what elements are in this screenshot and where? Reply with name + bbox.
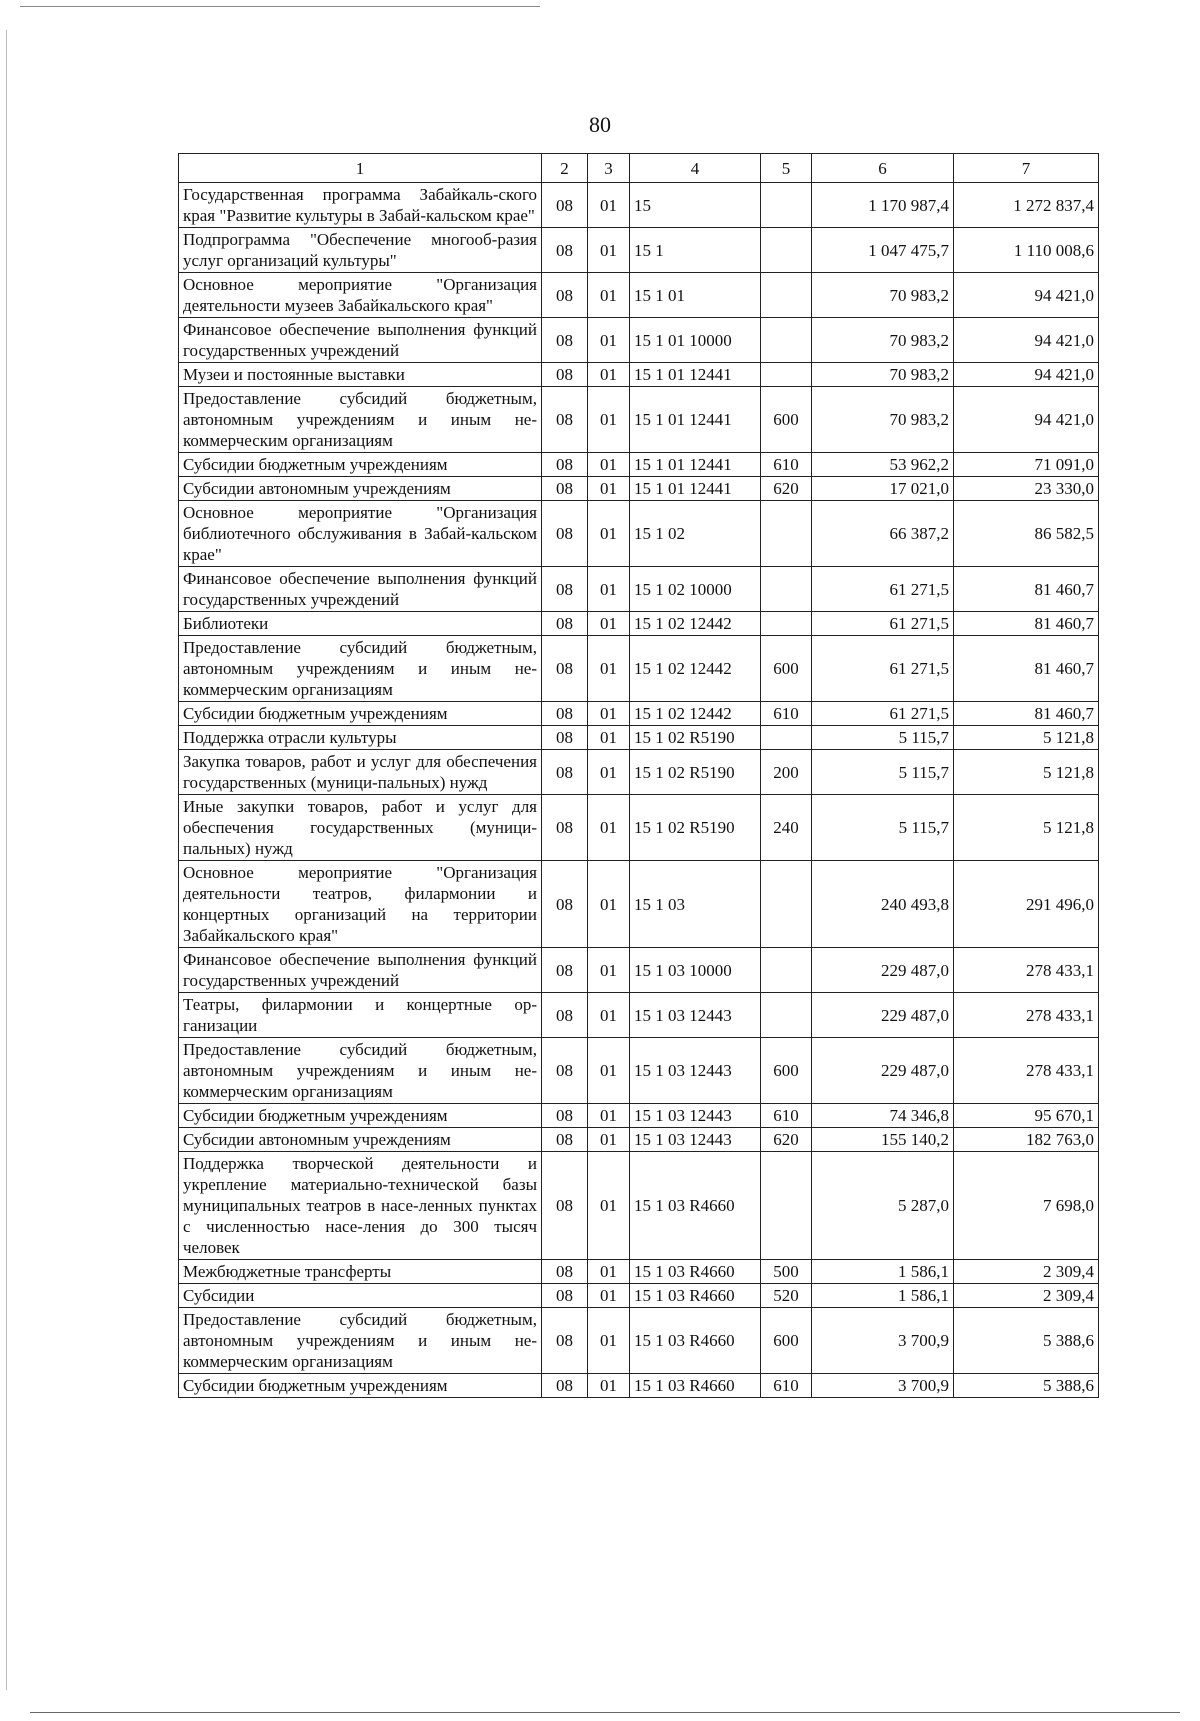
amount-year2-cell: 23 330,0 — [954, 477, 1099, 501]
expense-type-cell — [761, 726, 812, 750]
subsection-code-cell: 01 — [588, 702, 630, 726]
item-name-cell: Государственная программа Забайкаль-ского края "Развитие культуры в Забай-кальском крае" — [179, 183, 542, 228]
table-row — [179, 1284, 1099, 1308]
section-code-cell: 08 — [542, 1374, 588, 1398]
subsection-code-cell: 01 — [588, 501, 630, 567]
section-code-cell: 08 — [542, 363, 588, 387]
section-code-cell: 08 — [542, 636, 588, 702]
expense-type-cell — [761, 861, 812, 948]
amount-year1-cell: 17 021,0 — [812, 477, 954, 501]
amount-year1-cell: 229 487,0 — [812, 993, 954, 1038]
table-row — [179, 387, 1099, 453]
section-code-cell: 08 — [542, 702, 588, 726]
target-article-cell: 15 1 03 R4660 — [630, 1284, 761, 1308]
amount-year2-cell: 5 388,6 — [954, 1308, 1099, 1374]
subsection-code-cell: 01 — [588, 795, 630, 861]
table-row — [179, 702, 1099, 726]
table-row — [179, 993, 1099, 1038]
amount-year1-cell: 5 287,0 — [812, 1152, 954, 1260]
table-row — [179, 501, 1099, 567]
item-name-cell: Финансовое обеспечение выполнения функций государственных учреждений — [179, 318, 542, 363]
section-code-cell: 08 — [542, 948, 588, 993]
amount-year2-cell: 7 698,0 — [954, 1152, 1099, 1260]
target-article-cell: 15 1 02 10000 — [630, 567, 761, 612]
section-code-cell: 08 — [542, 453, 588, 477]
expense-type-cell — [761, 993, 812, 1038]
amount-year1-cell: 3 700,9 — [812, 1374, 954, 1398]
section-code-cell: 08 — [542, 228, 588, 273]
expense-type-cell — [761, 567, 812, 612]
amount-year2-cell: 278 433,1 — [954, 993, 1099, 1038]
amount-year1-cell: 1 586,1 — [812, 1260, 954, 1284]
subsection-code-cell: 01 — [588, 453, 630, 477]
subsection-code-cell: 01 — [588, 612, 630, 636]
amount-year1-cell: 66 387,2 — [812, 501, 954, 567]
item-name-cell: Субсидии автономным учреждениям — [179, 1128, 542, 1152]
amount-year2-cell: 278 433,1 — [954, 1038, 1099, 1104]
subsection-code-cell: 01 — [588, 750, 630, 795]
expense-type-cell: 610 — [761, 702, 812, 726]
amount-year2-cell: 81 460,7 — [954, 567, 1099, 612]
target-article-cell: 15 1 01 12441 — [630, 453, 761, 477]
amount-year2-cell: 81 460,7 — [954, 636, 1099, 702]
section-code-cell: 08 — [542, 1260, 588, 1284]
section-code-cell: 08 — [542, 183, 588, 228]
section-code-cell: 08 — [542, 273, 588, 318]
amount-year1-cell: 74 346,8 — [812, 1104, 954, 1128]
amount-year1-cell: 1 170 987,4 — [812, 183, 954, 228]
table-row — [179, 318, 1099, 363]
item-name-cell: Субсидии бюджетным учреждениям — [179, 702, 542, 726]
target-article-cell: 15 1 03 R4660 — [630, 1152, 761, 1260]
expense-type-cell — [761, 1152, 812, 1260]
expense-type-cell: 240 — [761, 795, 812, 861]
target-article-cell: 15 1 01 12441 — [630, 387, 761, 453]
expense-type-cell: 620 — [761, 1128, 812, 1152]
amount-year2-cell: 94 421,0 — [954, 387, 1099, 453]
amount-year1-cell: 5 115,7 — [812, 795, 954, 861]
subsection-code-cell: 01 — [588, 318, 630, 363]
expense-type-cell: 600 — [761, 387, 812, 453]
table-row — [179, 861, 1099, 948]
subsection-code-cell: 01 — [588, 861, 630, 948]
amount-year2-cell: 81 460,7 — [954, 612, 1099, 636]
item-name-cell: Субсидии — [179, 1284, 542, 1308]
scan-edge-line — [20, 6, 540, 7]
subsection-code-cell: 01 — [588, 1104, 630, 1128]
table-row — [179, 477, 1099, 501]
subsection-code-cell: 01 — [588, 948, 630, 993]
item-name-cell: Субсидии бюджетным учреждениям — [179, 1374, 542, 1398]
expense-type-cell — [761, 363, 812, 387]
item-name-cell: Основное мероприятие "Организация библиотечного обслуживания в Забай-кальском крае" — [179, 501, 542, 567]
item-name-cell: Библиотеки — [179, 612, 542, 636]
amount-year1-cell: 229 487,0 — [812, 1038, 954, 1104]
section-code-cell: 08 — [542, 387, 588, 453]
amount-year1-cell: 240 493,8 — [812, 861, 954, 948]
item-name-cell: Предоставление субсидий бюджетным, автономным учреждениям и иным не-коммерческим организациям — [179, 1038, 542, 1104]
item-name-cell: Предоставление субсидий бюджетным, автономным учреждениям и иным не-коммерческим организациям — [179, 1308, 542, 1374]
table-row — [179, 1104, 1099, 1128]
subsection-code-cell: 01 — [588, 1284, 630, 1308]
amount-year2-cell: 278 433,1 — [954, 948, 1099, 993]
target-article-cell: 15 1 03 — [630, 861, 761, 948]
section-code-cell: 08 — [542, 1152, 588, 1260]
amount-year2-cell: 94 421,0 — [954, 318, 1099, 363]
target-article-cell: 15 1 02 12442 — [630, 612, 761, 636]
amount-year2-cell: 182 763,0 — [954, 1128, 1099, 1152]
expense-type-cell: 600 — [761, 1038, 812, 1104]
amount-year2-cell: 5 121,8 — [954, 795, 1099, 861]
subsection-code-cell: 01 — [588, 1038, 630, 1104]
table-row — [179, 948, 1099, 993]
section-code-cell: 08 — [542, 861, 588, 948]
item-name-cell: Основное мероприятие "Организация деятельности музеев Забайкальского края" — [179, 273, 542, 318]
amount-year2-cell: 5 121,8 — [954, 726, 1099, 750]
scan-edge-line — [30, 1712, 1180, 1713]
expense-type-cell: 610 — [761, 1104, 812, 1128]
target-article-cell: 15 — [630, 183, 761, 228]
subsection-code-cell: 01 — [588, 228, 630, 273]
amount-year2-cell: 1 110 008,6 — [954, 228, 1099, 273]
amount-year1-cell: 1 047 475,7 — [812, 228, 954, 273]
subsection-code-cell: 01 — [588, 1152, 630, 1260]
amount-year1-cell: 5 115,7 — [812, 726, 954, 750]
amount-year1-cell: 5 115,7 — [812, 750, 954, 795]
target-article-cell: 15 1 — [630, 228, 761, 273]
section-code-cell: 08 — [542, 612, 588, 636]
page-number: 80 — [589, 112, 611, 137]
target-article-cell: 15 1 01 — [630, 273, 761, 318]
table-body — [179, 183, 1099, 1398]
subsection-code-cell: 01 — [588, 183, 630, 228]
table-row — [179, 363, 1099, 387]
amount-year2-cell: 86 582,5 — [954, 501, 1099, 567]
scan-edge-line — [6, 30, 7, 1690]
target-article-cell: 15 1 02 12442 — [630, 636, 761, 702]
section-code-cell: 08 — [542, 1038, 588, 1104]
amount-year2-cell: 95 670,1 — [954, 1104, 1099, 1128]
section-code-cell: 08 — [542, 726, 588, 750]
amount-year2-cell: 71 091,0 — [954, 453, 1099, 477]
item-name-cell: Иные закупки товаров, работ и услуг для обеспечения государственных (муници-пальных) нужд — [179, 795, 542, 861]
item-name-cell: Субсидии бюджетным учреждениям — [179, 453, 542, 477]
expense-type-cell — [761, 228, 812, 273]
amount-year2-cell: 1 272 837,4 — [954, 183, 1099, 228]
expense-type-cell — [761, 612, 812, 636]
column-header: 5 — [761, 154, 812, 183]
expense-type-cell — [761, 273, 812, 318]
amount-year1-cell: 70 983,2 — [812, 387, 954, 453]
section-code-cell: 08 — [542, 477, 588, 501]
table-row — [179, 1374, 1099, 1398]
target-article-cell: 15 1 01 12441 — [630, 363, 761, 387]
target-article-cell: 15 1 03 10000 — [630, 948, 761, 993]
expense-type-cell: 200 — [761, 750, 812, 795]
amount-year1-cell: 70 983,2 — [812, 318, 954, 363]
target-article-cell: 15 1 01 10000 — [630, 318, 761, 363]
item-name-cell: Предоставление субсидий бюджетным, автономным учреждениям и иным не-коммерческим организациям — [179, 387, 542, 453]
table-row — [179, 567, 1099, 612]
amount-year1-cell: 155 140,2 — [812, 1128, 954, 1152]
subsection-code-cell: 01 — [588, 363, 630, 387]
item-name-cell: Субсидии бюджетным учреждениям — [179, 1104, 542, 1128]
amount-year1-cell: 61 271,5 — [812, 567, 954, 612]
amount-year2-cell: 291 496,0 — [954, 861, 1099, 948]
amount-year2-cell: 94 421,0 — [954, 273, 1099, 318]
table-row — [179, 795, 1099, 861]
target-article-cell: 15 1 03 12443 — [630, 1128, 761, 1152]
table-row — [179, 1038, 1099, 1104]
item-name-cell: Закупка товаров, работ и услуг для обеспечения государственных (муници-пальных) нужд — [179, 750, 542, 795]
expense-type-cell: 500 — [761, 1260, 812, 1284]
amount-year1-cell: 70 983,2 — [812, 273, 954, 318]
expense-type-cell — [761, 948, 812, 993]
amount-year2-cell: 2 309,4 — [954, 1284, 1099, 1308]
table-row — [179, 1128, 1099, 1152]
item-name-cell: Театры, филармонии и концертные ор-ганизации — [179, 993, 542, 1038]
expense-type-cell — [761, 318, 812, 363]
amount-year2-cell: 81 460,7 — [954, 702, 1099, 726]
column-header: 4 — [630, 154, 761, 183]
table-row — [179, 612, 1099, 636]
subsection-code-cell: 01 — [588, 567, 630, 612]
amount-year2-cell: 2 309,4 — [954, 1260, 1099, 1284]
column-header: 7 — [954, 154, 1099, 183]
subsection-code-cell: 01 — [588, 726, 630, 750]
target-article-cell: 15 1 03 12443 — [630, 993, 761, 1038]
target-article-cell: 15 1 02 12442 — [630, 702, 761, 726]
subsection-code-cell: 01 — [588, 1260, 630, 1284]
table-row — [179, 1152, 1099, 1260]
subsection-code-cell: 01 — [588, 1374, 630, 1398]
table-row — [179, 183, 1099, 228]
amount-year2-cell: 5 388,6 — [954, 1374, 1099, 1398]
subsection-code-cell: 01 — [588, 1128, 630, 1152]
table-row — [179, 1260, 1099, 1284]
target-article-cell: 15 1 02 R5190 — [630, 795, 761, 861]
target-article-cell: 15 1 03 12443 — [630, 1038, 761, 1104]
expense-type-cell: 520 — [761, 1284, 812, 1308]
amount-year2-cell: 94 421,0 — [954, 363, 1099, 387]
item-name-cell: Музеи и постоянные выставки — [179, 363, 542, 387]
item-name-cell: Подпрограмма "Обеспечение многооб-разия услуг организаций культуры" — [179, 228, 542, 273]
section-code-cell: 08 — [542, 795, 588, 861]
expense-type-cell — [761, 183, 812, 228]
expense-type-cell: 610 — [761, 1374, 812, 1398]
subsection-code-cell: 01 — [588, 1308, 630, 1374]
table-row — [179, 726, 1099, 750]
table-row — [179, 750, 1099, 795]
amount-year1-cell: 70 983,2 — [812, 363, 954, 387]
column-header: 1 — [179, 154, 542, 183]
target-article-cell: 15 1 03 R4660 — [630, 1374, 761, 1398]
item-name-cell: Основное мероприятие "Организация деятельности театров, филармонии и концертных организаций на территории Забайкальского края" — [179, 861, 542, 948]
target-article-cell: 15 1 03 12443 — [630, 1104, 761, 1128]
amount-year1-cell: 53 962,2 — [812, 453, 954, 477]
item-name-cell: Субсидии автономным учреждениям — [179, 477, 542, 501]
target-article-cell: 15 1 02 R5190 — [630, 726, 761, 750]
target-article-cell: 15 1 01 12441 — [630, 477, 761, 501]
section-code-cell: 08 — [542, 750, 588, 795]
target-article-cell: 15 1 03 R4660 — [630, 1308, 761, 1374]
subsection-code-cell: 01 — [588, 636, 630, 702]
table-row — [179, 228, 1099, 273]
subsection-code-cell: 01 — [588, 477, 630, 501]
section-code-cell: 08 — [542, 1308, 588, 1374]
item-name-cell: Поддержка отрасли культуры — [179, 726, 542, 750]
table-header-row — [179, 154, 1099, 183]
column-header: 2 — [542, 154, 588, 183]
section-code-cell: 08 — [542, 318, 588, 363]
table-row — [179, 273, 1099, 318]
target-article-cell: 15 1 02 — [630, 501, 761, 567]
expense-type-cell: 610 — [761, 453, 812, 477]
budget-table — [178, 153, 1099, 1398]
subsection-code-cell: 01 — [588, 387, 630, 453]
expense-type-cell — [761, 501, 812, 567]
item-name-cell: Предоставление субсидий бюджетным, автономным учреждениям и иным не-коммерческим организациям — [179, 636, 542, 702]
section-code-cell: 08 — [542, 1104, 588, 1128]
table-row — [179, 1308, 1099, 1374]
section-code-cell: 08 — [542, 993, 588, 1038]
amount-year1-cell: 3 700,9 — [812, 1308, 954, 1374]
subsection-code-cell: 01 — [588, 993, 630, 1038]
table-row — [179, 636, 1099, 702]
item-name-cell: Финансовое обеспечение выполнения функций государственных учреждений — [179, 567, 542, 612]
subsection-code-cell: 01 — [588, 273, 630, 318]
column-header: 3 — [588, 154, 630, 183]
expense-type-cell: 620 — [761, 477, 812, 501]
section-code-cell: 08 — [542, 1284, 588, 1308]
section-code-cell: 08 — [542, 567, 588, 612]
expense-type-cell: 600 — [761, 1308, 812, 1374]
section-code-cell: 08 — [542, 501, 588, 567]
column-header: 6 — [812, 154, 954, 183]
amount-year1-cell: 1 586,1 — [812, 1284, 954, 1308]
item-name-cell: Межбюджетные трансферты — [179, 1260, 542, 1284]
amount-year1-cell: 61 271,5 — [812, 702, 954, 726]
expense-type-cell: 600 — [761, 636, 812, 702]
amount-year2-cell: 5 121,8 — [954, 750, 1099, 795]
amount-year1-cell: 229 487,0 — [812, 948, 954, 993]
section-code-cell: 08 — [542, 1128, 588, 1152]
item-name-cell: Финансовое обеспечение выполнения функций государственных учреждений — [179, 948, 542, 993]
amount-year1-cell: 61 271,5 — [812, 636, 954, 702]
target-article-cell: 15 1 02 R5190 — [630, 750, 761, 795]
table-row — [179, 453, 1099, 477]
item-name-cell: Поддержка творческой деятельности и укрепление материально-технической базы муниципальных театров в насе-ленных пунктах с численностью насе-ления до 300 тысяч человек — [179, 1152, 542, 1260]
target-article-cell: 15 1 03 R4660 — [630, 1260, 761, 1284]
amount-year1-cell: 61 271,5 — [812, 612, 954, 636]
